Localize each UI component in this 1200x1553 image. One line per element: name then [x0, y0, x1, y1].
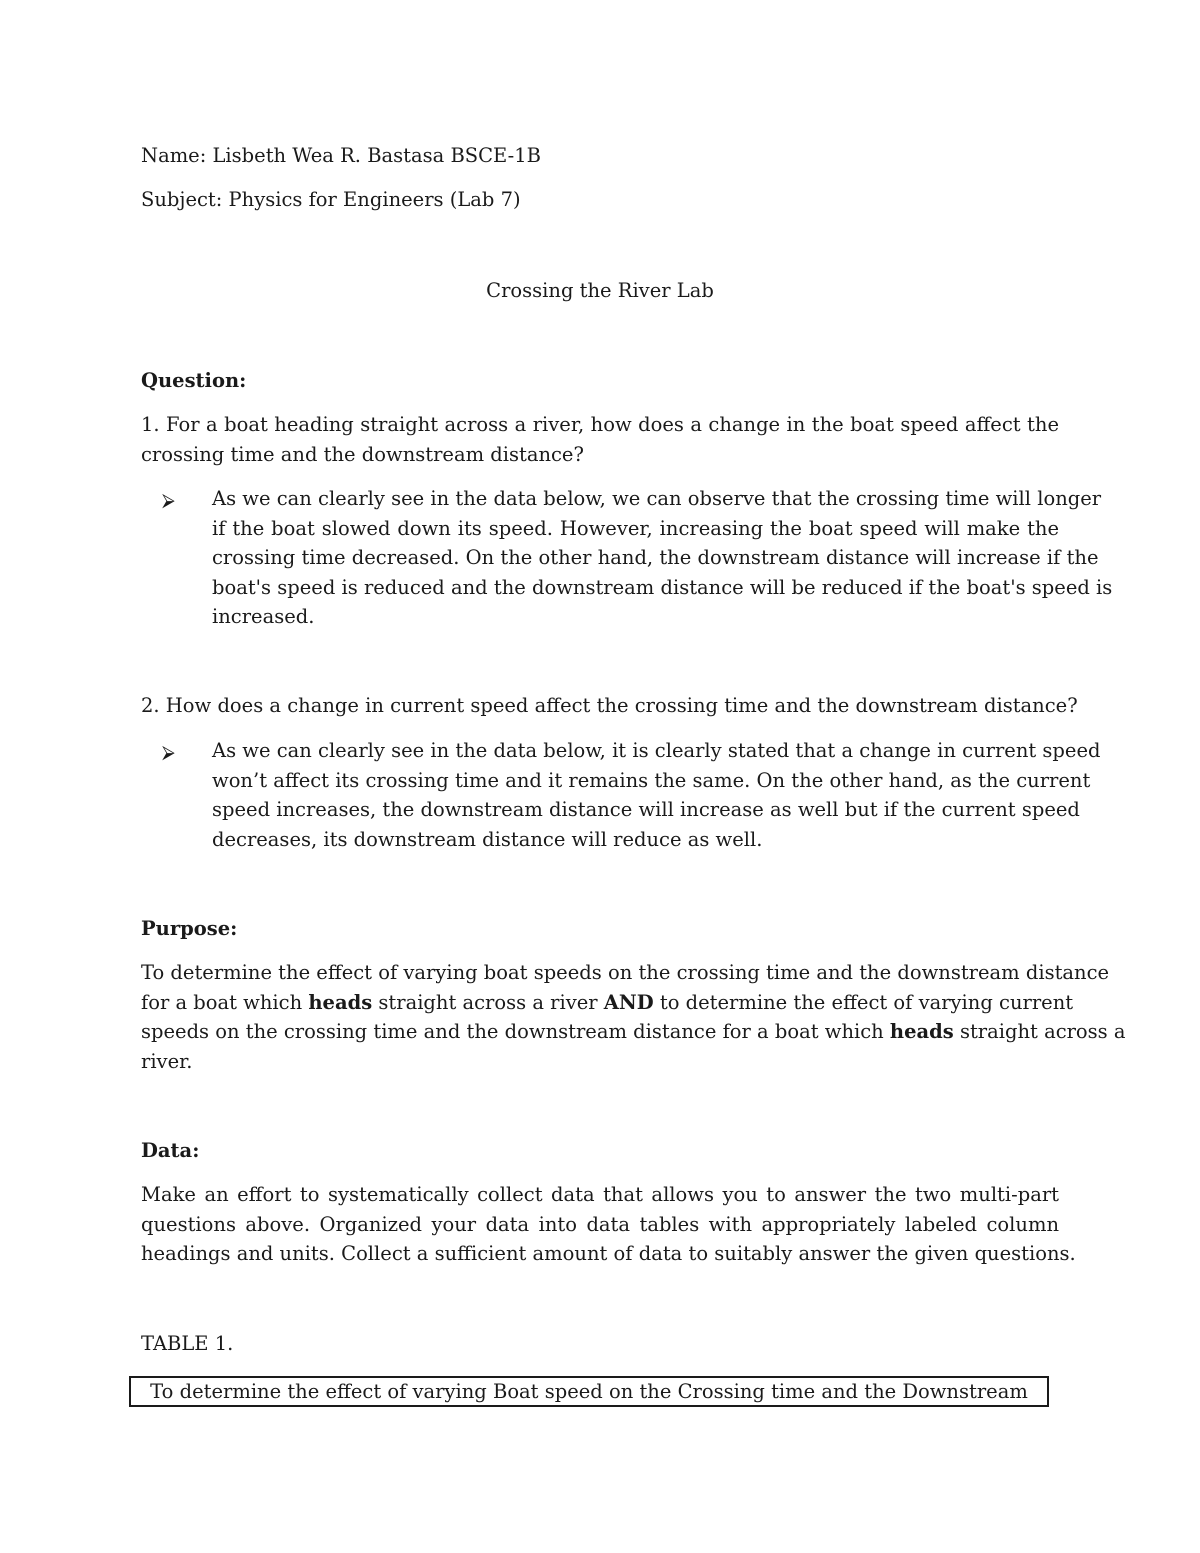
answer-2-line: speed increases, the downstream distance will increase as well but if the current speed	[212, 798, 1080, 821]
question-2: 2. How does a change in current speed affect the crossing time and the downstream distance?	[141, 694, 1078, 717]
answer-1-text	[212, 484, 1113, 632]
purpose-line: river.	[141, 1049, 193, 1073]
question-heading: Question:	[141, 369, 247, 392]
answer-2-line: won’t affect its crossing time and it remains the same. On the other hand, as the current	[212, 768, 1091, 792]
purpose-bold-text: AND	[603, 990, 654, 1014]
purpose-text: straight across a	[953, 1020, 1126, 1043]
subject-line: Subject: Physics for Engineers (Lab 7)	[141, 188, 521, 211]
question-1-line: 1. For a boat heading straight across a river, how does a change in the boat speed affect the	[141, 413, 1059, 436]
data-heading: Data:	[141, 1139, 200, 1162]
purpose-line	[141, 1017, 1126, 1047]
answer-1-line: if the boat slowed down its speed. However, increasing the boat speed will make the	[212, 516, 1059, 540]
data-line: questions above. Organized your data into data tables with appropriately labeled column	[141, 1212, 1059, 1236]
answer-1-line: crossing time decreased. On the other hand, the downstream distance will increase if the	[212, 546, 1099, 569]
purpose-bold-text: heads	[889, 1020, 954, 1043]
purpose-text: to determine the effect of varying current	[653, 990, 1074, 1014]
table-1-header-cell: To determine the effect of varying Boat speed on the Crossing time and the Downstream	[129, 1376, 1049, 1407]
answer-2-line: decreases, its downstream distance will reduce as well.	[212, 827, 763, 851]
arrow-bullet-icon: ⮚	[162, 490, 175, 511]
question-1	[141, 410, 1059, 469]
answer-1-line: boat's speed is reduced and the downstream distance will be reduced if the boat's speed is	[212, 575, 1113, 599]
arrow-bullet-icon: ⮚	[162, 742, 175, 763]
purpose-text: for a boat which	[141, 990, 309, 1014]
data-paragraph	[141, 1180, 1076, 1269]
data-line: headings and units. Collect a sufficient amount of data to suitably answer the given questions.	[141, 1242, 1076, 1265]
question-1-line: crossing time and the downstream distance?	[141, 442, 584, 466]
document-title: Crossing the River Lab	[486, 279, 714, 302]
purpose-bold-text: heads	[308, 990, 373, 1014]
answer-1-line: increased.	[212, 605, 315, 628]
purpose-line	[141, 988, 1074, 1018]
answer-2-line: As we can clearly see in the data below, it is clearly stated that a change in current speed	[212, 739, 1101, 762]
table-1-label: TABLE 1.	[141, 1332, 234, 1355]
purpose-text: speeds on the crossing time and the downstream distance for a boat which	[141, 1020, 890, 1043]
purpose-line: To determine the effect of varying boat speeds on the crossing time and the downstream distance	[141, 961, 1110, 984]
answer-1-line: As we can clearly see in the data below, we can observe that the crossing time will longer	[212, 487, 1102, 510]
data-line: Make an effort to systematically collect data that allows you to answer the two multi-part	[141, 1183, 1059, 1206]
purpose-heading: Purpose:	[141, 917, 238, 940]
purpose-paragraph	[141, 958, 1126, 1076]
name-line: Name: Lisbeth Wea R. Bastasa BSCE-1B	[141, 144, 541, 167]
answer-2-text	[212, 736, 1101, 854]
purpose-text: straight across a river	[372, 990, 604, 1014]
